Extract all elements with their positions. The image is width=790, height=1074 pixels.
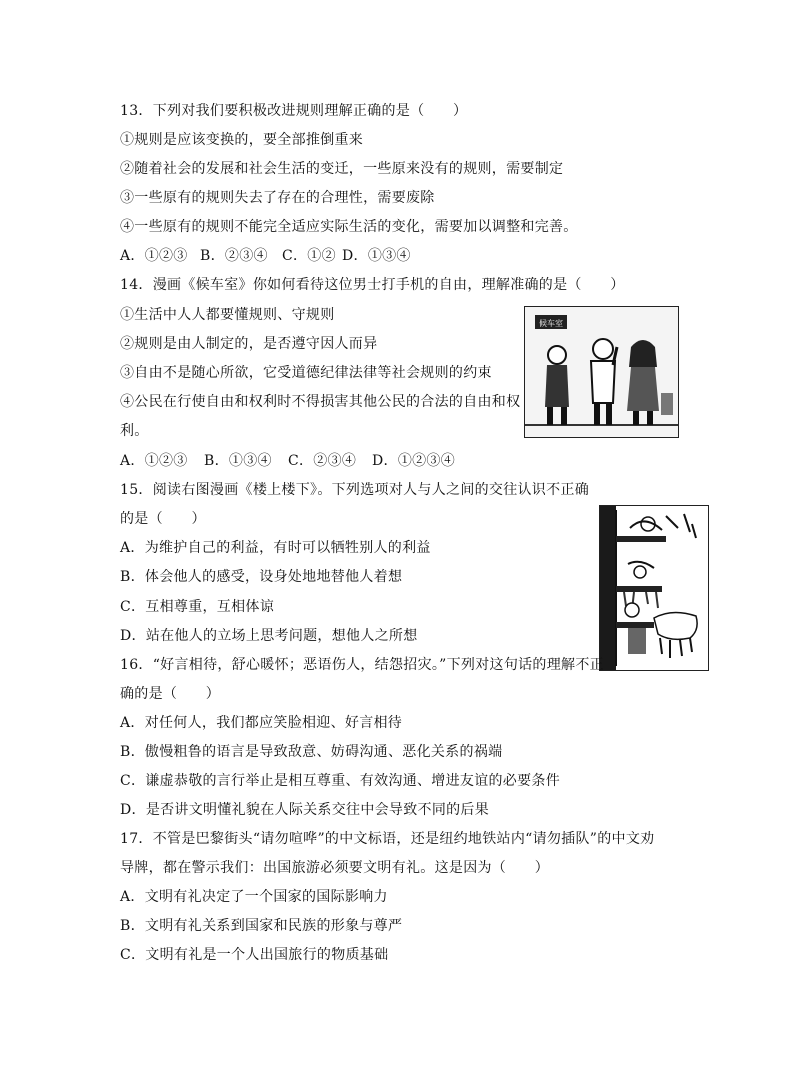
q17-stem-line-1: 17．不管是巴黎街头“请勿喧哗”的中文标语，还是纽约地铁站内“请勿插队”的中文劝 [120, 831, 655, 847]
upstairs-downstairs-cartoon [599, 505, 709, 671]
q13-item-1: ①规则是应该变换的，要全部推倒重来 [120, 132, 364, 148]
q16-option-d: D．是否讲文明懂礼貌在人际关系交往中会导致不同的后果 [120, 802, 490, 818]
q16-stem-line-2: 确的是（ ） [120, 686, 221, 702]
q13-option-a: A．①②③ [120, 248, 188, 264]
q13-option-b: B．②③④ [200, 248, 268, 264]
q14-item-3: ③自由不是随心所欲，它受道德纪律法律等社会规则的约束 [120, 365, 492, 381]
q17-stem-line-2: 导牌，都在警示我们：出国旅游必须要文明有礼。这是因为（ ） [120, 860, 549, 876]
q14-option-c: C．②③④ [288, 453, 357, 469]
q13-item-4: ④一些原有的规则不能完全适应实际生活的变化，需要加以调整和完善。 [120, 219, 578, 235]
q15-option-d: D．站在他人的立场上思考问题，想他人之所想 [120, 628, 418, 644]
q15-stem-line-1: 15．阅读右图漫画《楼上楼下》。下列选项对人与人之间的交往认识不正确 [120, 482, 590, 498]
q13-option-d: D．①③④ [342, 248, 411, 264]
q15-option-c: C．互相尊重，互相体谅 [120, 599, 275, 615]
q15-stem-line-2: 的是（ ） [120, 511, 206, 527]
q16-stem-line-1: 16．“好言相待，舒心暖怀；恶语伤人，结怨招灾。”下列对这句话的理解不正 [120, 657, 604, 673]
q16-option-c: C．谦虚恭敬的言行举止是相互尊重、有效沟通、增进友谊的必要条件 [120, 773, 561, 789]
q13-item-2: ②随着社会的发展和社会生活的变迁，一些原来没有的规则，需要制定 [120, 161, 564, 177]
q14-stem: 14．漫画《候车室》你如何看待这位男士打手机的自由，理解准确的是（ ） [120, 277, 625, 293]
q14-option-a: A．①②③ [120, 453, 188, 469]
q14-option-b: B．①③④ [204, 453, 272, 469]
q16-option-a: A．对任何人，我们都应笑脸相迎、好言相待 [120, 715, 403, 731]
q14-option-d: D．①②③④ [372, 453, 456, 469]
q14-item-4-continued: 利。 [120, 423, 149, 439]
q17-option-b: B．文明有礼关系到国家和民族的形象与尊严 [120, 918, 403, 934]
q15-option-b: B．体会他人的感受，设身处地地替他人着想 [120, 569, 403, 585]
q13-stem: 13．下列对我们要积极改进规则理解正确的是（ ） [120, 103, 468, 119]
q13-option-c: C．①② [282, 248, 336, 264]
q16-option-b: B．傲慢粗鲁的语言是导致敌意、妨碍沟通、恶化关系的祸端 [120, 744, 503, 760]
q17-option-a: A．文明有礼决定了一个国家的国际影响力 [120, 889, 388, 905]
q14-item-2: ②规则是由人制定的，是否遵守因人而异 [120, 336, 378, 352]
q14-options [120, 451, 455, 471]
q14-item-4: ④公民在行使自由和权利时不得损害其他公民的合法的自由和权 [120, 394, 521, 410]
q15-option-a: A．为维护自己的利益，有时可以牺牲别人的利益 [120, 540, 431, 556]
q14-item-1: ①生活中人人都要懂规则、守规则 [120, 307, 335, 323]
waiting-room-cartoon [524, 306, 679, 438]
waiting-room-sign: 候车室 [539, 319, 563, 328]
q13-item-3: ③一些原有的规则失去了存在的合理性，需要废除 [120, 190, 435, 206]
q17-option-c: C．文明有礼是一个人出国旅行的物质基础 [120, 947, 389, 963]
q13-options [120, 246, 411, 266]
